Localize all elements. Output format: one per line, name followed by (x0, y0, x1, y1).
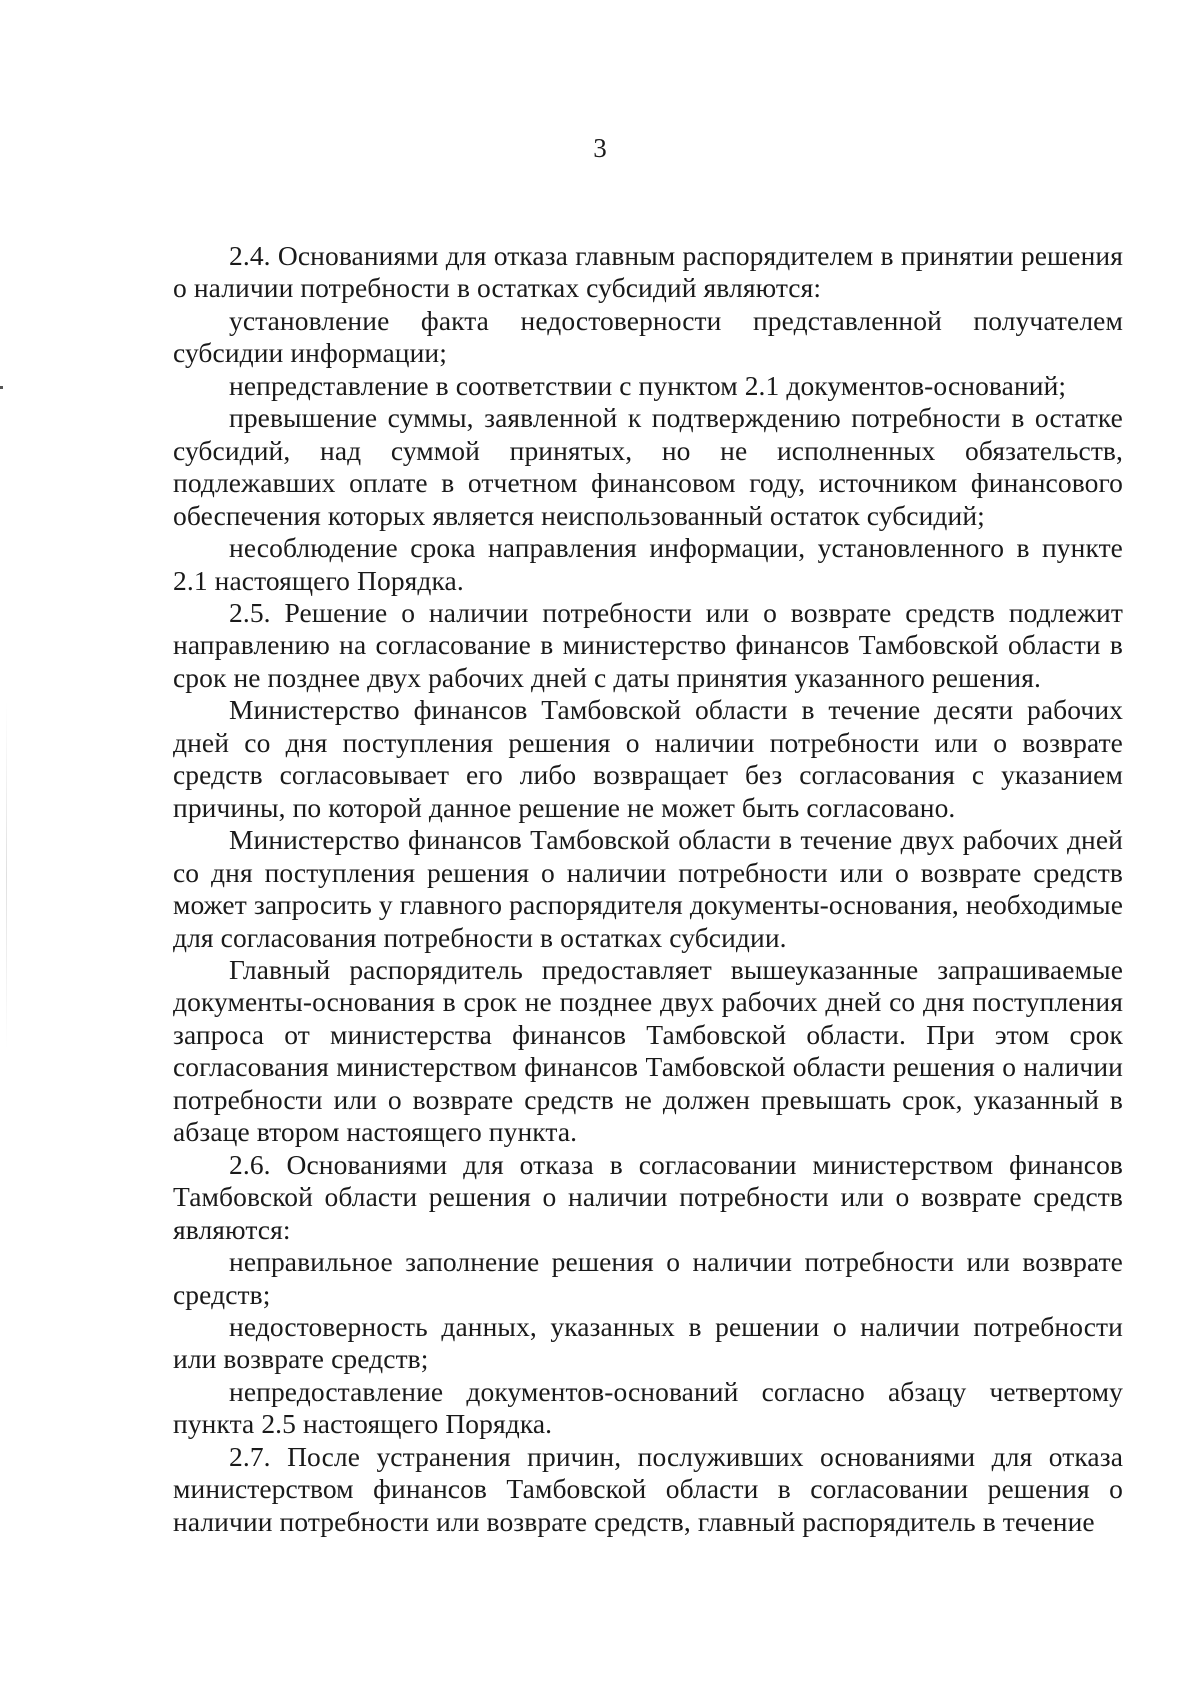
paragraph-2-6-item-2: недостоверность данных, указанных в решении о наличии потребности или возврате средств; (173, 1310, 1123, 1375)
paragraph-2-7: 2.7. После устранения причин, послуживших основаниями для отказа министерством финансов Тамбовской области в согласовании решения о наличии потребности или возврате средств, главный распорядитель в течение (173, 1440, 1123, 1537)
scan-edge-shadow (6, 700, 7, 1050)
paragraph-2-5-part-4: Главный распорядитель предоставляет вышеуказанные запрашиваемые документы-основания в срок не позднее двух рабочих дней со дня поступления запроса от министерства финансов Тамбовской области. При этом срок согласования министерством финансов Тамбовской области решения о наличии потребности или о возврате средств не должен превышать срок, указанный в абзаце втором настоящего пункта. (173, 953, 1123, 1148)
paragraph-2-6: 2.6. Основаниями для отказа в согласовании министерством финансов Тамбовской области решения о наличии потребности или о возврате средств являются: (173, 1148, 1123, 1245)
paragraph-2-4-item-4: несоблюдение срока направления информации, установленного в пункте 2.1 настоящего Порядка. (173, 532, 1123, 596)
paragraph-2-4-item-3: превышение суммы, заявленной к подтверждению потребности в остатке субсидий, над суммой принятых, но не исполненных обязательств, подлежавших оплате в отчетном финансовом году, источником финансового обеспечения которых является неиспользованный остаток субсидий; (173, 402, 1123, 531)
paragraph-2-4-item-1: установление факта недостоверности представленной получателем субсидии информации; (173, 304, 1123, 369)
paragraph-2-6-item-1: неправильное заполнение решения о наличии потребности или возврате средств; (173, 1246, 1123, 1310)
paragraph-2-4: 2.4. Основаниями для отказа главным распорядителем в принятии решения о наличии потребности в остатках субсидий являются: (173, 240, 1123, 304)
paragraph-2-5-part-2: Министерство финансов Тамбовской области в течение десяти рабочих дней со дня поступления решения о наличии потребности или о возврате средств согласовывает его либо возвращает без согласования с указанием причины, по которой данное решение не может быть согласовано. (173, 694, 1123, 823)
page-number: 3 (593, 133, 607, 163)
paragraph-2-6-item-3: непредоставление документов-оснований согласно абзацу четвертому пункта 2.5 настоящего Порядка. (173, 1375, 1123, 1440)
document-body (173, 240, 1123, 1538)
paragraph-2-5-part-3: Министерство финансов Тамбовской области в течение двух рабочих дней со дня поступления решения о наличии потребности или о возврате средств может запросить у главного распорядителя документы-основания, необходимые для согласования потребности в остатках субсидии. (173, 824, 1123, 953)
paragraph-2-5: 2.5. Решение о наличии потребности или о возврате средств подлежит направлению на согласование в министерство финансов Тамбовской области в срок не позднее двух рабочих дней с даты принятия указанного решения. (173, 596, 1123, 693)
paragraph-2-4-item-2: непредставление в соответствии с пунктом 2.1 документов-оснований; (229, 369, 1067, 401)
scan-margin-mark (0, 386, 3, 389)
